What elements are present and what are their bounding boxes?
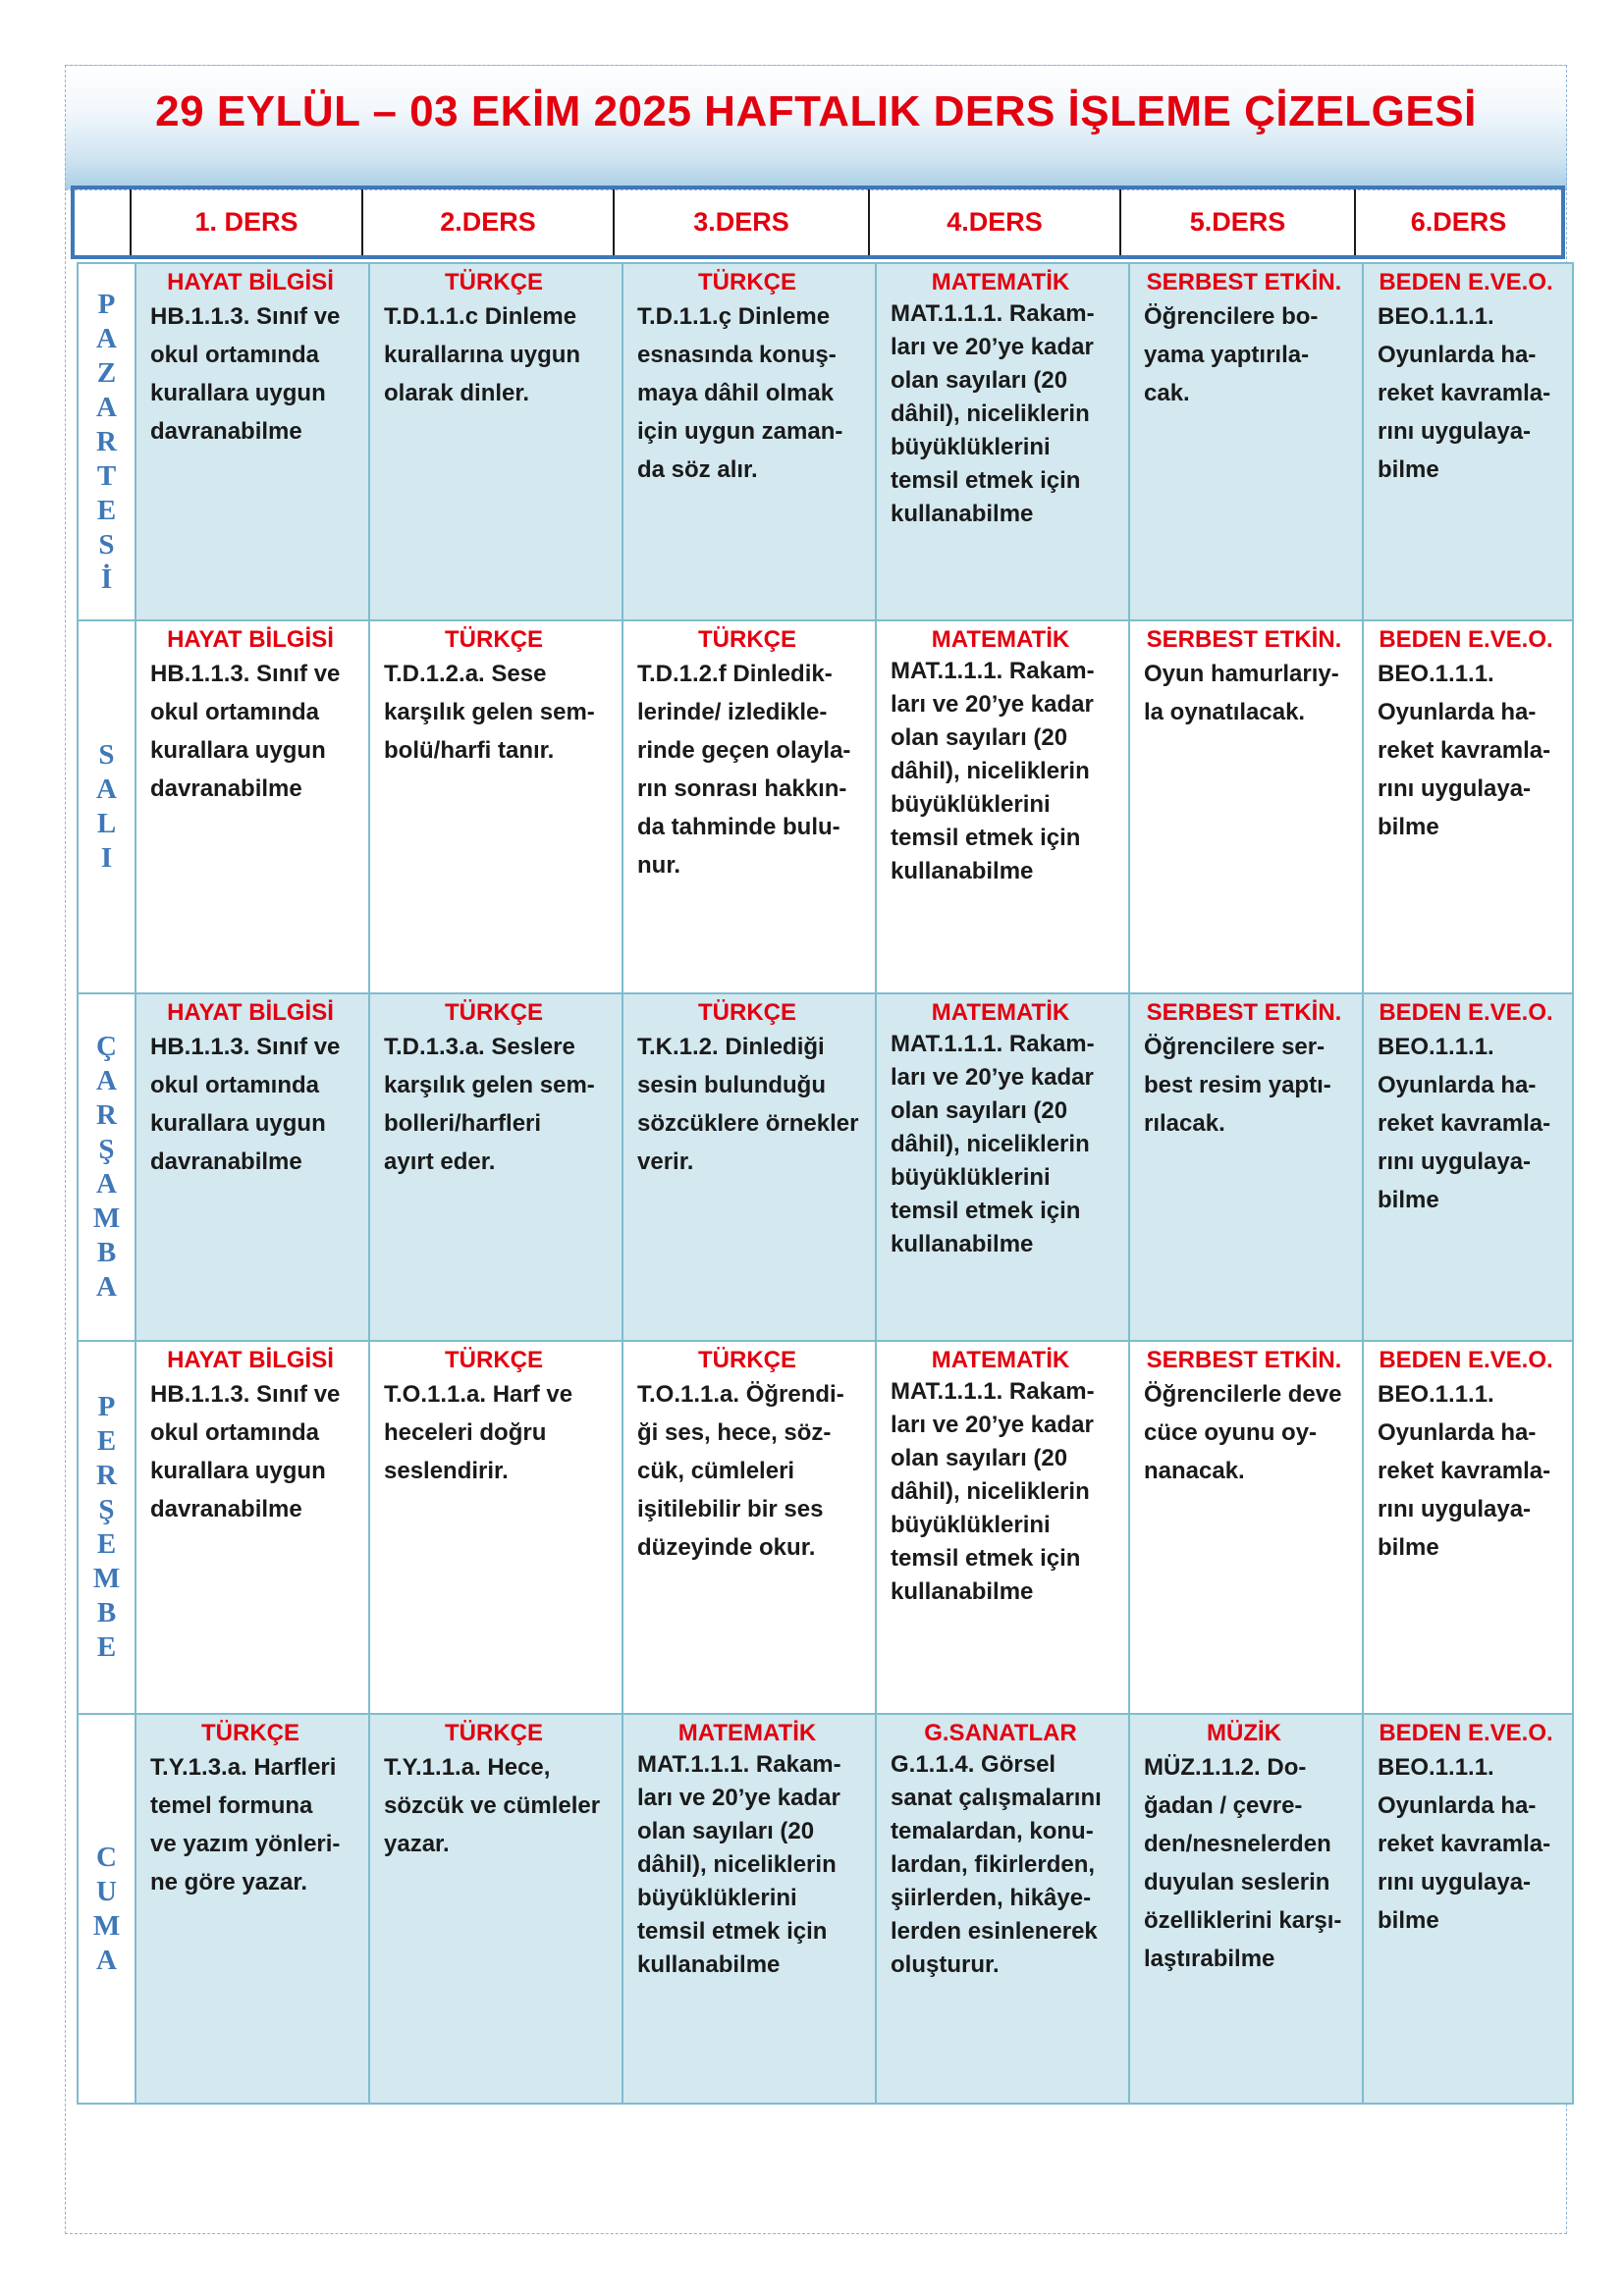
day-letter: Ş <box>98 1494 115 1525</box>
day-letter: R <box>96 1099 117 1131</box>
day-letter: Ş <box>98 1134 115 1165</box>
header-lesson-5: 5.DERS <box>1120 187 1355 257</box>
day-letter: A <box>96 1271 117 1303</box>
lesson-cell-thursday-2 <box>369 1341 623 1714</box>
lesson-description: T.O.1.1.a. Öğrendi- ği ses, hece, söz- cük, cümleleri işitilebilir bir ses düzeyinde okur. <box>637 1381 844 1561</box>
lesson-description: Öğrencilere ser- best resim yaptı- rılacak. <box>1144 1034 1331 1137</box>
lesson-description: BEO.1.1.1. Oyunlarda ha- reket kavramla- rını uygulaya- bilme <box>1378 303 1551 483</box>
day-label-wednesday <box>78 993 135 1341</box>
lesson-cell-monday-4 <box>876 263 1129 620</box>
day-letter: A <box>96 1065 117 1096</box>
lesson-subject: MATEMATİK <box>931 626 1070 653</box>
lesson-cell-monday-6 <box>1363 263 1573 620</box>
lesson-subject: MATEMATİK <box>931 999 1070 1026</box>
lesson-description: HB.1.1.3. Sınıf ve okul ortamında kurallara uygun davranabilme <box>150 1381 341 1522</box>
lesson-subject: TÜRKÇE <box>698 999 796 1026</box>
day-letter: A <box>96 774 117 805</box>
lesson-cell-thursday-1 <box>135 1341 369 1714</box>
header-lesson-1: 1. DERS <box>131 187 362 257</box>
lesson-subject: SERBEST ETKİN. <box>1146 269 1342 295</box>
day-label-tuesday <box>78 620 135 993</box>
lesson-description: MAT.1.1.1. Rakam- ları ve 20’ye kadar olan sayıları (20 dâhil), niceliklerin büyüklüklerini temsil etmek için kullanabilme <box>891 1378 1095 1605</box>
day-letter: E <box>96 1425 117 1457</box>
lesson-cell-friday-3 <box>623 1714 876 2104</box>
day-label-thursday <box>78 1341 135 1714</box>
header-lesson-4: 4.DERS <box>869 187 1120 257</box>
lesson-cell-friday-5 <box>1129 1714 1363 2104</box>
day-letter: B <box>96 1237 117 1268</box>
day-letter: E <box>96 1528 117 1560</box>
lesson-cell-thursday-4 <box>876 1341 1129 1714</box>
lesson-subject: TÜRKÇE <box>445 626 543 653</box>
day-letter: P <box>97 288 116 320</box>
lesson-description: MAT.1.1.1. Rakam- ları ve 20’ye kadar olan sayıları (20 dâhil), niceliklerin büyüklüklerini temsil etmek için kullanabilme <box>637 1751 841 1978</box>
lesson-cell-monday-3 <box>623 263 876 620</box>
lesson-description: BEO.1.1.1. Oyunlarda ha- reket kavramla- rını uygulaya- bilme <box>1378 1381 1551 1561</box>
lesson-cell-friday-2 <box>369 1714 623 2104</box>
day-letter: E <box>96 494 117 526</box>
lesson-description: MÜZ.1.1.2. Do- ğadan / çevre- den/nesnelerden duyulan seslerin özelliklerini karşı- laştırabilme <box>1144 1754 1342 1972</box>
lesson-cell-tuesday-1 <box>135 620 369 993</box>
title-banner <box>65 65 1567 190</box>
day-letter: I <box>100 842 113 874</box>
lesson-cell-wednesday-3 <box>623 993 876 1341</box>
lesson-description: MAT.1.1.1. Rakam- ları ve 20’ye kadar olan sayıları (20 dâhil), niceliklerin büyüklüklerini temsil etmek için kullanabilme <box>891 300 1095 527</box>
lesson-cell-wednesday-5 <box>1129 993 1363 1341</box>
day-letter: Z <box>96 356 117 389</box>
lesson-description: T.K.1.2. Dinlediği sesin bulunduğu sözcüklere örnekler verir. <box>637 1034 859 1175</box>
lesson-subject: TÜRKÇE <box>445 1347 543 1373</box>
lesson-cell-thursday-6 <box>1363 1341 1573 1714</box>
day-letter: İ <box>100 562 113 595</box>
lesson-description: MAT.1.1.1. Rakam- ları ve 20’ye kadar olan sayıları (20 dâhil), niceliklerin büyüklüklerini temsil etmek için kullanabilme <box>891 658 1095 884</box>
day-letter: U <box>96 1875 117 1907</box>
lesson-cell-wednesday-6 <box>1363 993 1573 1341</box>
lesson-description: Oyun hamurlarıy- la oynatılacak. <box>1144 661 1339 725</box>
header-corner-cell <box>73 187 131 257</box>
day-letter: R <box>96 425 117 457</box>
day-letter: C <box>96 1841 117 1873</box>
lesson-subject: HAYAT BİLGİSİ <box>167 626 334 653</box>
lesson-subject: SERBEST ETKİN. <box>1146 626 1342 653</box>
day-letter: M <box>92 1563 121 1594</box>
lesson-description: MAT.1.1.1. Rakam- ları ve 20’ye kadar olan sayıları (20 dâhil), niceliklerin büyüklüklerini temsil etmek için kullanabilme <box>891 1031 1095 1257</box>
lesson-subject: G.SANATLAR <box>924 1720 1077 1746</box>
lesson-subject: MÜZİK <box>1207 1720 1281 1746</box>
day-letter: R <box>96 1460 117 1491</box>
day-label-monday <box>78 263 135 620</box>
day-letter: T <box>96 459 117 492</box>
schedule-table <box>77 262 1574 2105</box>
lesson-subject: MATEMATİK <box>931 269 1070 295</box>
day-letters <box>79 738 135 876</box>
lesson-cell-tuesday-4 <box>876 620 1129 993</box>
header-lesson-6: 6.DERS <box>1355 187 1563 257</box>
lesson-subject: SERBEST ETKİN. <box>1146 1347 1342 1373</box>
day-row-wednesday <box>78 993 1573 1341</box>
lesson-subject: TÜRKÇE <box>698 626 796 653</box>
day-letter: S <box>98 528 115 561</box>
lesson-subject: HAYAT BİLGİSİ <box>167 269 334 295</box>
day-letter: S <box>98 739 115 771</box>
day-row-tuesday <box>78 620 1573 993</box>
day-letters <box>79 1030 135 1305</box>
day-letters <box>79 288 135 597</box>
lesson-description: T.D.1.3.a. Seslere karşılık gelen sem- bolleri/harfleri ayırt eder. <box>384 1034 595 1175</box>
day-letters <box>79 1841 135 1978</box>
day-letter: A <box>96 391 117 423</box>
lesson-subject: TÜRKÇE <box>445 269 543 295</box>
lesson-description: HB.1.1.3. Sınıf ve okul ortamında kurallara uygun davranabilme <box>150 303 341 445</box>
lesson-cell-friday-6 <box>1363 1714 1573 2104</box>
lesson-description: BEO.1.1.1. Oyunlarda ha- reket kavramla- rını uygulaya- bilme <box>1378 661 1551 840</box>
lesson-cell-thursday-3 <box>623 1341 876 1714</box>
lesson-cell-wednesday-2 <box>369 993 623 1341</box>
day-row-monday <box>78 263 1573 620</box>
day-letter: A <box>96 322 117 354</box>
lesson-subject: BEDEN E.VE.O. <box>1379 1347 1553 1373</box>
lesson-description: T.Y.1.1.a. Hece, sözcük ve cümleler yazar. <box>384 1754 601 1857</box>
lesson-description: T.O.1.1.a. Harf ve heceleri doğru seslendirir. <box>384 1381 573 1484</box>
lesson-subject: SERBEST ETKİN. <box>1146 999 1342 1026</box>
day-row-friday <box>78 1714 1573 2104</box>
header-lesson-3: 3.DERS <box>614 187 869 257</box>
day-letter: E <box>96 1631 117 1663</box>
day-letter: M <box>92 1202 121 1234</box>
lesson-subject: TÜRKÇE <box>698 1347 796 1373</box>
lesson-description: G.1.1.4. Görsel sanat çalışmalarını temalardan, konu- lardan, fikirlerden, şiirlerden, hikâye- lerden esinlenerek oluşturur. <box>891 1751 1102 1978</box>
lesson-description: T.D.1.1.c Dinleme kurallarına uygun olarak dinler. <box>384 303 581 406</box>
page-title: 29 EYLÜL – 03 EKİM 2025 HAFTALIK DERS İŞLEME ÇİZELGESİ <box>155 87 1477 135</box>
column-header-row <box>71 186 1565 259</box>
day-letter: B <box>96 1597 117 1629</box>
lesson-cell-monday-2 <box>369 263 623 620</box>
schedule-body <box>78 263 1573 2104</box>
lesson-cell-tuesday-3 <box>623 620 876 993</box>
lesson-subject: TÜRKÇE <box>445 1720 543 1746</box>
lesson-subject: MATEMATİK <box>677 1720 817 1746</box>
lesson-description: T.D.1.1.ç Dinleme esnasında konuş- maya dâhil olmak için uygun zaman- da söz alır. <box>637 303 843 483</box>
lesson-cell-wednesday-4 <box>876 993 1129 1341</box>
lesson-description: T.D.1.2.a. Sese karşılık gelen sem- bolü/harfi tanır. <box>384 661 595 764</box>
day-letter: L <box>96 808 117 839</box>
lesson-subject: MATEMATİK <box>931 1347 1070 1373</box>
lesson-cell-tuesday-2 <box>369 620 623 993</box>
lesson-subject: TÜRKÇE <box>445 999 543 1026</box>
lesson-description: Öğrencilerle deve cüce oyunu oy- nanacak. <box>1144 1381 1342 1484</box>
lesson-description: BEO.1.1.1. Oyunlarda ha- reket kavramla- rını uygulaya- bilme <box>1378 1034 1551 1213</box>
day-letter: A <box>96 1168 117 1200</box>
day-letter: Ç <box>96 1031 117 1062</box>
lesson-description: T.Y.1.3.a. Harfleri temel formuna ve yazım yönleri- ne göre yazar. <box>150 1754 341 1896</box>
lesson-subject: BEDEN E.VE.O. <box>1379 999 1553 1026</box>
lesson-subject: HAYAT BİLGİSİ <box>167 999 334 1026</box>
lesson-cell-monday-5 <box>1129 263 1363 620</box>
day-letter: M <box>92 1909 121 1942</box>
day-letter: A <box>96 1944 117 1976</box>
lesson-cell-thursday-5 <box>1129 1341 1363 1714</box>
lesson-description: HB.1.1.3. Sınıf ve okul ortamında kurallara uygun davranabilme <box>150 1034 341 1175</box>
lesson-description: HB.1.1.3. Sınıf ve okul ortamında kurallara uygun davranabilme <box>150 661 341 802</box>
lesson-cell-wednesday-1 <box>135 993 369 1341</box>
lesson-cell-friday-4 <box>876 1714 1129 2104</box>
lesson-subject: BEDEN E.VE.O. <box>1379 626 1553 653</box>
lesson-description: Öğrencilere bo- yama yaptırıla- cak. <box>1144 303 1319 406</box>
lesson-description: T.D.1.2.f Dinledik- lerinde/ izledikle- rinde geçen olayla- rın sonrası hakkın- da tahminde bulu- nur. <box>637 661 851 879</box>
day-letter: P <box>97 1391 116 1422</box>
lesson-cell-monday-1 <box>135 263 369 620</box>
lesson-cell-friday-1 <box>135 1714 369 2104</box>
day-label-friday <box>78 1714 135 2104</box>
lesson-subject: BEDEN E.VE.O. <box>1379 269 1553 295</box>
lesson-subject: HAYAT BİLGİSİ <box>167 1347 334 1373</box>
lesson-cell-tuesday-5 <box>1129 620 1363 993</box>
lesson-subject: BEDEN E.VE.O. <box>1379 1720 1553 1746</box>
day-row-thursday <box>78 1341 1573 1714</box>
lesson-subject: TÜRKÇE <box>698 269 796 295</box>
header-lesson-2: 2.DERS <box>362 187 614 257</box>
day-letters <box>79 1390 135 1665</box>
lesson-subject: TÜRKÇE <box>201 1720 299 1746</box>
lesson-description: BEO.1.1.1. Oyunlarda ha- reket kavramla- rını uygulaya- bilme <box>1378 1754 1551 1934</box>
lesson-cell-tuesday-6 <box>1363 620 1573 993</box>
